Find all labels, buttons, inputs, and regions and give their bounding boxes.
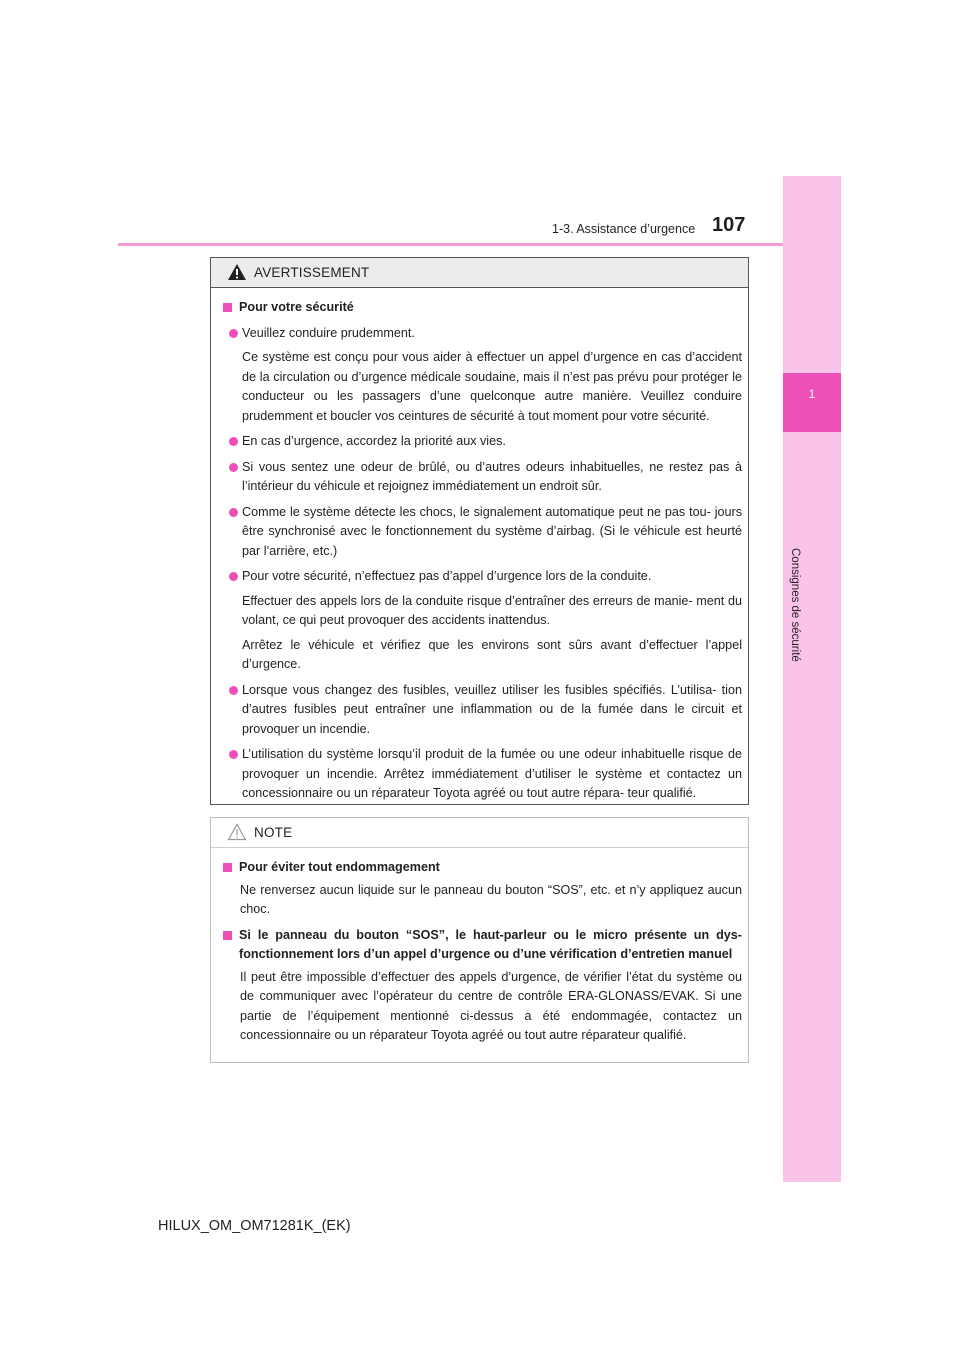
- warning-triangle-icon: [227, 263, 247, 281]
- round-bullet-icon: [229, 329, 238, 338]
- note-heading-malfunction: Si le panneau du bouton “SOS”, le haut-parleur ou le micro présente un dys- fonctionnement lors d’un appel d’urgence ou d’une vérification d’entretien manuel: [223, 926, 742, 965]
- list-item: Pour votre sécurité, n’effectuez pas d’appel d’urgence lors de la conduite.: [223, 567, 742, 587]
- warning-header: [211, 258, 748, 288]
- round-bullet-icon: [229, 463, 238, 472]
- list-item: Comme le système détecte les chocs, le signalement automatique peut ne pas tou- jours être synchronisé avec le fonctionnement du système d’airbag. (Si le véhicule est heurté par l’arrière, etc.): [223, 503, 742, 562]
- round-bullet-icon: [229, 508, 238, 517]
- round-bullet-icon: [229, 686, 238, 695]
- bullet-detail: Ce système est conçu pour vous aider à effectuer un appel d’urgence en cas d’accident de la circulation ou d’urgence médicale soudaine, mais il n’est pas prévu pour protéger le conducteur ou les passagers d’une quelconque autre manière. Veuillez conduire prudemment et boucler vos ceintures de sécurité à tout moment pour votre sécurité.: [242, 350, 742, 423]
- note-paragraph: Ne renversez aucun liquide sur le panneau du bouton “SOS”, etc. et n’y appliquez aucun choc.: [240, 882, 742, 916]
- bullet-detail: Effectuer des appels lors de la conduite risque d’entraîner des erreurs de manie- ment du volant, ce qui peut provoquer des accidents inattendus.: [242, 593, 742, 627]
- bullet-detail: Arrêtez le véhicule et vérifiez que les environs sont sûrs avant d’effectuer l’appel d’urgence.: [242, 637, 742, 671]
- chapter-number: 1: [808, 387, 816, 401]
- note-title: NOTE: [254, 825, 293, 840]
- round-bullet-icon: [229, 437, 238, 446]
- round-bullet-icon: [229, 750, 238, 759]
- list-item: Veuillez conduire prudemment.: [223, 324, 742, 344]
- warning-section-heading: Pour votre sécurité: [223, 298, 742, 318]
- round-bullet-icon: [229, 572, 238, 581]
- document-code: HILUX_OM_OM71281K_(EK): [158, 1218, 351, 1234]
- note-heading-damage: Pour éviter tout endommagement: [223, 858, 742, 878]
- page-number: 107: [712, 214, 746, 236]
- note-header: [211, 818, 748, 848]
- list-item: Lorsque vous changez des fusibles, veuillez utiliser les fusibles spécifiés. L’utilisa- tion d’autres fusibles peut entraîner une inflammation ou de la fumée dans le circuit et provoquer un incendie.: [223, 681, 742, 740]
- list-item: En cas d’urgence, accordez la priorité aux vies.: [223, 432, 742, 452]
- square-bullet-icon: [223, 931, 232, 940]
- warning-title: AVERTISSEMENT: [254, 265, 370, 280]
- square-bullet-icon: [223, 303, 232, 312]
- list-item: L’utilisation du système lorsqu’il produit de la fumée ou une odeur inhabituelle risque de provoquer un incendie. Arrêtez immédiatement d’utiliser le système et contactez un concessionnaire ou un réparateur Toyota agréé ou tout autre répara- teur qualifié.: [223, 745, 742, 804]
- warning-box: [210, 257, 749, 805]
- chapter-tab[interactable]: [783, 373, 841, 432]
- list-item: Si vous sentez une odeur de brûlé, ou d’autres odeurs inhabituelles, ne restez pas à l’intérieur du véhicule et rejoignez immédiatement un endroit sûr.: [223, 458, 742, 497]
- chapter-side-strip: [783, 176, 841, 1182]
- note-paragraph: Il peut être impossible d’effectuer des appels d’urgence, de vérifier l’état du système ou de communiquer avec l’opérateur du centre de contrôle ERA-GLONASS/EVAK. Si une partie de l’équipement mentionné ci-dessus a été endommagée, contactez un concessionnaire ou un réparateur Toyota agréé ou tout autre réparateur qualifié.: [240, 969, 742, 1042]
- caution-outline-icon: [227, 823, 247, 841]
- square-bullet-icon: [223, 863, 232, 872]
- note-box: [210, 817, 749, 1063]
- section-title: 1-3. Assistance d’urgence: [552, 222, 696, 236]
- header-rule: [118, 243, 783, 246]
